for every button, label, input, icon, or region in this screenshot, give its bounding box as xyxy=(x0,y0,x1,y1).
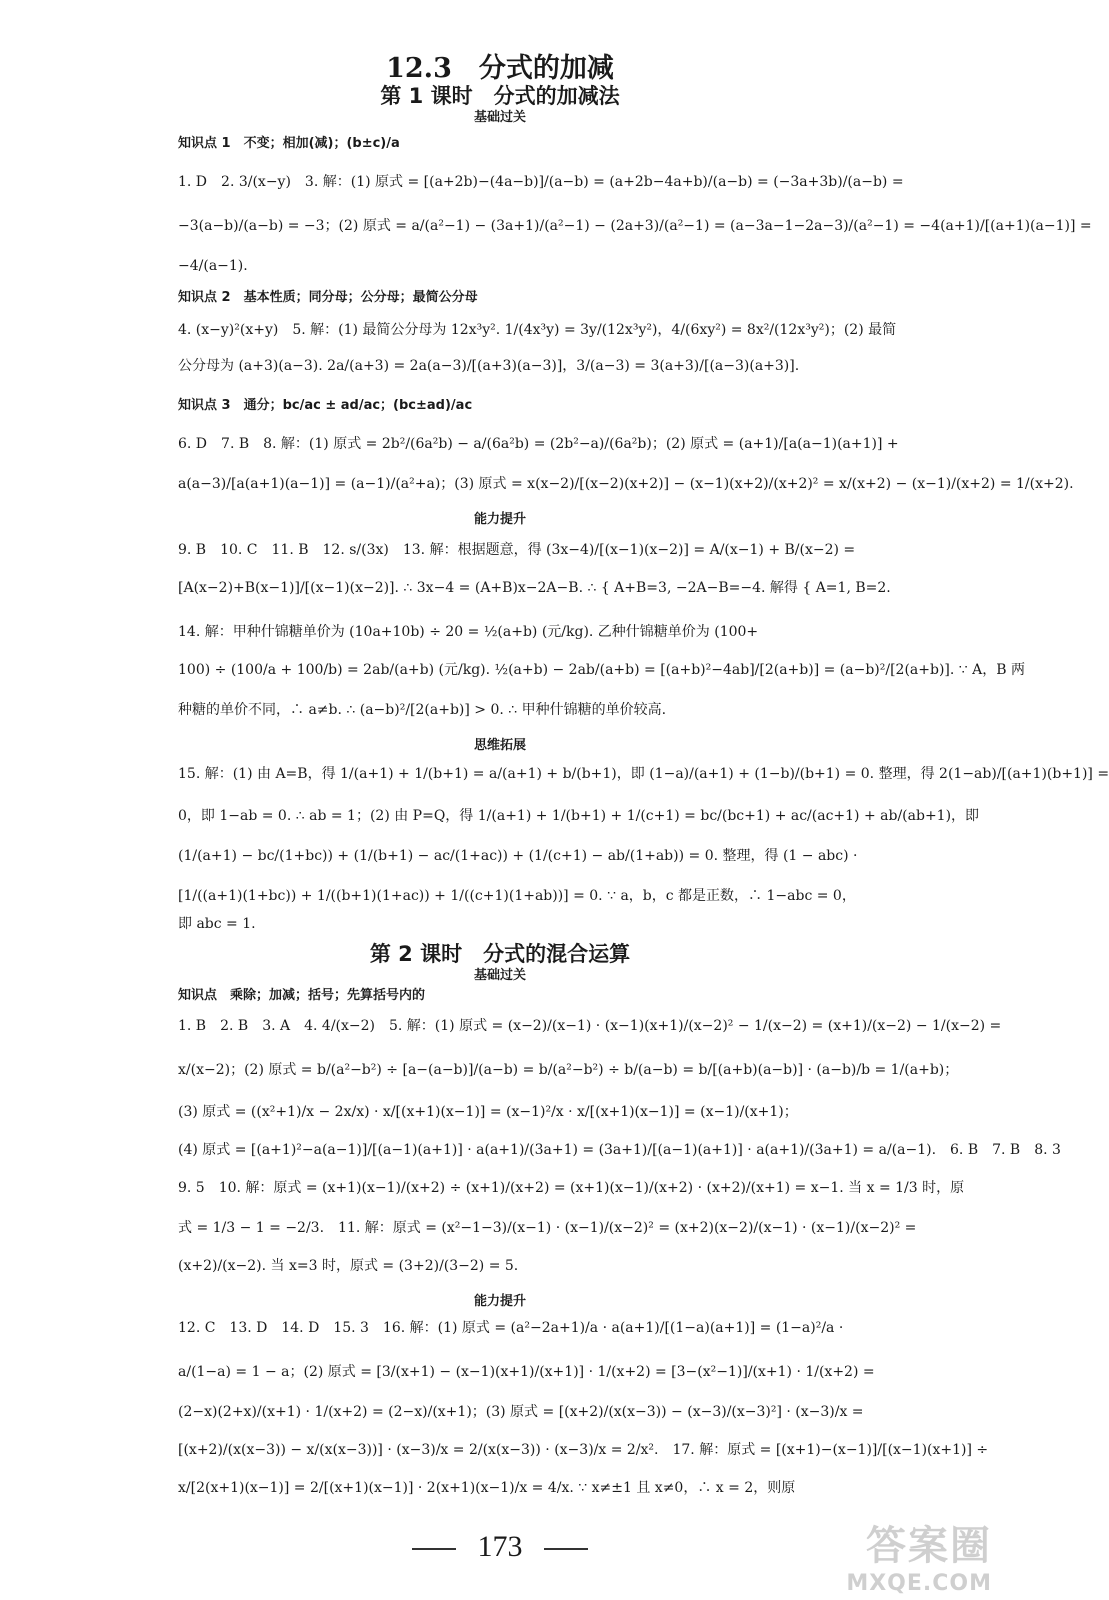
l1b-line-0: 9. B 10. C 11. B 12. s/(3x) 13. 解：根据题意，得 (3x−4)/[(x−1)(x−2)] = A/(x−1) + B/(x−2) = xyxy=(178,542,856,558)
page-number: 173 xyxy=(477,1530,523,1563)
lesson2-ability-heading: 能力提升 xyxy=(473,1294,526,1309)
l1a-line-4: 知识点 2 基本性质；同分母；公分母；最简公分母 xyxy=(178,290,478,305)
l1b-line-2: 14. 解：甲种什锦糖单价为 (10a+10b) ÷ 20 = ½(a+b) (元/kg). 乙种什锦糖单价为 (100+ xyxy=(178,624,759,640)
l2a-line-1: 1. B 2. B 3. A 4. 4/(x−2) 5. 解：(1) 原式 = (x−2)/(x−1) · (x−1)(x+1)/(x−2)² − 1/(x−2) = (x+1)/(x−2) − 1/(x−2) = xyxy=(178,1018,1002,1034)
l1c-line-1: 0，即 1−ab = 0. ∴ ab = 1；(2) 由 P=Q，得 1/(a+1) + 1/(b+1) + 1/(c+1) = bc/(bc+1) + ac/(ac+1) + ab/(ab+1)，即 xyxy=(178,808,980,824)
l1b-line-3: 100) ÷ (100/a + 100/b) = 2ab/(a+b) (元/kg). ½(a+b) − 2ab/(a+b) = [(a+b)²−4ab]/[2(a+b)] = (a−b)²/[2(a+b)]. ∵ A，B 两 xyxy=(178,662,1025,678)
l2b-line-3: [(x+2)/(x(x−3)) − x/(x(x−3))] · (x−3)/x = 2/(x(x−3)) · (x−3)/x = 2/x². 17. 解：原式 = [(x+1)−(x−1)]/[(x−1)(x+1)] ÷ xyxy=(178,1442,989,1458)
l2a-line-7: (x+2)/(x−2). 当 x=3 时，原式 = (3+2)/(3−2) = 5. xyxy=(178,1258,519,1274)
lesson2-title: 第 2 课时 分式的混合运算 xyxy=(369,942,631,966)
l1c-line-0: 15. 解：(1) 由 A=B，得 1/(a+1) + 1/(b+1) = a/(a+1) + b/(b+1)，即 (1−a)/(a+1) + (1−b)/(b+1) = 0. 整理，得 2(1−ab)/[(a+1)(b+1)] = xyxy=(178,766,1109,782)
section-title: 12.3 分式的加减 xyxy=(386,53,614,84)
l2b-line-1: a/(1−a) = 1 − a；(2) 原式 = [3/(x+1) − (x−1)(x+1)/(x+1)] · 1/(x+2) = [3−(x²−1)]/(x+1) · 1/(x+2) = xyxy=(178,1364,875,1380)
l2a-line-4: (4) 原式 = [(a+1)²−a(a−1)]/[(a−1)(a+1)] · a(a+1)/(3a+1) = (3a+1)/[(a−1)(a+1)] · a(a+1)/(3a+1) = a/(a−1). 6. B 7. B 8. 3 xyxy=(178,1142,1061,1158)
lesson2-basic-heading: 基础过关 xyxy=(473,968,526,983)
l1c-line-2: (1/(a+1) − bc/(1+bc)) + (1/(b+1) − ac/(1+ac)) + (1/(c+1) − ab/(1+ab)) = 0. 整理，得 (1 − abc) · xyxy=(178,848,858,864)
watermark-logo xyxy=(782,1514,992,1594)
l2b-line-0: 12. C 13. D 14. D 15. 3 16. 解：(1) 原式 = (a²−2a+1)/a · a(a+1)/[(1−a)(a+1)] = (1−a)²/a · xyxy=(178,1320,844,1336)
watermark-text-url: MXQE.COM xyxy=(846,1571,992,1596)
l1a-line-5: 4. (x−y)²(x+y) 5. 解：(1) 最简公分母为 12x³y². 1/(4x³y) = 3y/(12x³y²)，4/(6xy²) = 8x²/(12x³y²)；(2) 最简 xyxy=(178,322,897,338)
l1c-line-4: 即 abc = 1. xyxy=(178,916,256,932)
lesson1-basic-heading: 基础过关 xyxy=(473,110,526,125)
lesson1-thinking-heading: 思维拓展 xyxy=(473,738,526,753)
l1a-line-1: 1. D 2. 3/(x−y) 3. 解：(1) 原式 = [(a+2b)−(4a−b)]/(a−b) = (a+2b−4a+b)/(a−b) = (−3a+3b)/(a−b) = xyxy=(178,174,904,190)
l1a-line-7: 知识点 3 通分；bc/ac ± ad/ac；(bc±ad)/ac xyxy=(178,398,473,413)
l1a-line-0: 知识点 1 不变；相加(减)；(b±c)/a xyxy=(178,136,400,151)
l2a-line-5: 9. 5 10. 解：原式 = (x+1)(x−1)/(x+2) ÷ (x+1)/(x+2) = (x+1)(x−1)/(x+2) · (x+2)/(x+1) = x−1. 当 x = 1/3 时，原 xyxy=(178,1180,965,1196)
l1a-line-8: 6. D 7. B 8. 解：(1) 原式 = 2b²/(6a²b) − a/(6a²b) = (2b²−a)/(6a²b)；(2) 原式 = (a+1)/[a(a−1)(a+1)] + xyxy=(178,436,899,452)
page-number-dash-right xyxy=(544,1548,588,1550)
l1a-line-9: a(a−3)/[a(a+1)(a−1)] = (a−1)/(a²+a)；(3) 原式 = x(x−2)/[(x−2)(x+2)] − (x−1)(x+2)/(x+2)² = x/(x+2) − (x−1)/(x+2) = 1/(x+2). xyxy=(178,476,1074,492)
watermark-text-cn: 答案圈 xyxy=(866,1523,992,1569)
l2b-line-4: x/[2(x+1)(x−1)] = 2/[(x+1)(x−1)] · 2(x+1)(x−1)/x = 4/x. ∵ x≠±1 且 x≠0，∴ x = 2，则原 xyxy=(178,1480,796,1496)
l1a-line-2: −3(a−b)/(a−b) = −3；(2) 原式 = a/(a²−1) − (3a+1)/(a²−1) − (2a+3)/(a²−1) = (a−3a−1−2a−3)/(a²−1) = −4(a+1)/[(a+1)(a−1)] = xyxy=(178,218,1092,234)
l2b-line-2: (2−x)(2+x)/(x+1) · 1/(x+2) = (2−x)/(x+1)；(3) 原式 = [(x+2)/(x(x−3)) − (x−3)/(x−3)²] · (x−3)/x = xyxy=(178,1404,864,1420)
l1a-line-6: 公分母为 (a+3)(a−3). 2a/(a+3) = 2a(a−3)/[(a+3)(a−3)]，3/(a−3) = 3(a+3)/[(a−3)(a+3)]. xyxy=(178,358,800,374)
lesson1-title: 第 1 课时 分式的加减法 xyxy=(380,84,620,108)
l1b-line-1: [A(x−2)+B(x−1)]/[(x−1)(x−2)]. ∴ 3x−4 = (A+B)x−2A−B. ∴ { A+B=3, −2A−B=−4. 解得 { A=1, B=2. xyxy=(178,580,891,596)
l1c-line-3: [1/((a+1)(1+bc)) + 1/((b+1)(1+ac)) + 1/((c+1)(1+ab))] = 0. ∵ a，b，c 都是正数，∴ 1−abc = 0， xyxy=(178,888,856,904)
l2a-line-6: 式 = 1/3 − 1 = −2/3. 11. 解：原式 = (x²−1−3)/(x−1) · (x−1)/(x−2)² = (x+2)(x−2)/(x−1) · (x−1)/(x−2)² = xyxy=(178,1220,917,1236)
l2a-line-3: (3) 原式 = ((x²+1)/x − 2x/x) · x/[(x+1)(x−1)] = (x−1)²/x · x/[(x+1)(x−1)] = (x−1)/(x+1)； xyxy=(178,1104,798,1120)
l2a-line-2: x/(x−2)；(2) 原式 = b/(a²−b²) ÷ [a−(a−b)]/(a−b) = b/(a²−b²) ÷ b/(a−b) = b/[(a+b)(a−b)] · (a−b)/b = 1/(a+b)； xyxy=(178,1062,959,1078)
l2a-line-0: 知识点 乘除；加减；括号；先算括号内的 xyxy=(178,988,426,1003)
l1b-line-4: 种糖的单价不同，∴ a≠b. ∴ (a−b)²/[2(a+b)] > 0. ∴ 甲种什锦糖的单价较高. xyxy=(178,702,667,718)
l1a-line-3: −4/(a−1). xyxy=(178,258,248,274)
lesson1-ability-heading: 能力提升 xyxy=(473,512,526,527)
